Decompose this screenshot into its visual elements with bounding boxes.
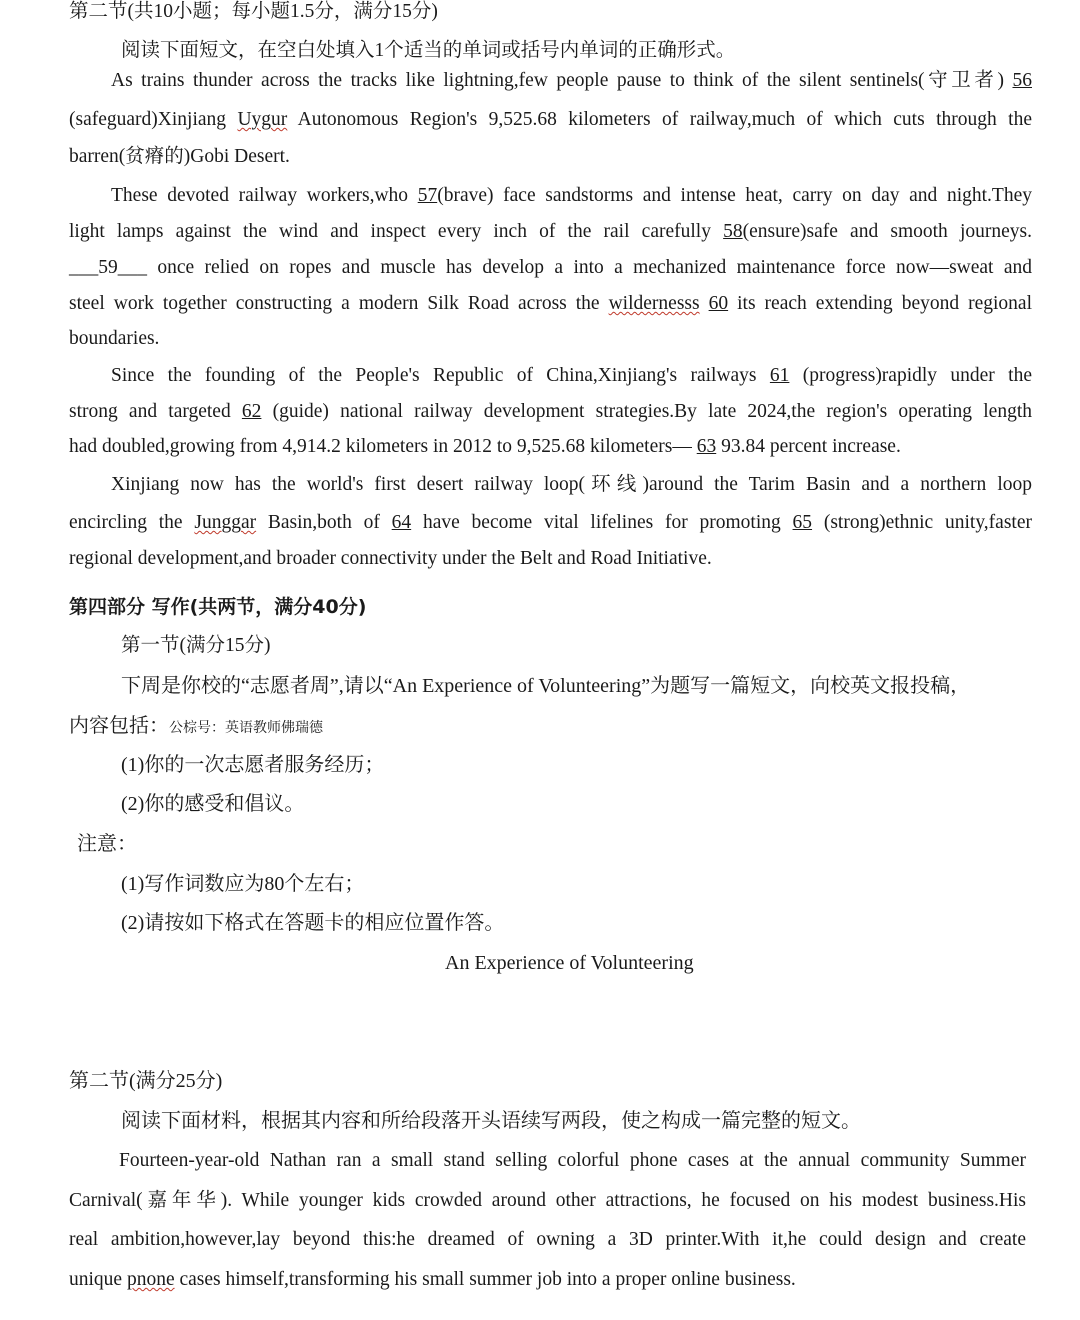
p2-line1 xyxy=(111,184,1032,208)
text: 93.84 percent increase. xyxy=(721,436,901,457)
word-pnone: pnone xyxy=(126,1269,175,1290)
p1-line2 xyxy=(69,108,1032,132)
text: These devoted railway workers,who xyxy=(111,185,409,206)
text: (safeguard)Xinjiang xyxy=(69,109,227,130)
s1-heading: 第一节(满分15分) xyxy=(121,635,271,656)
text: Basin,both of xyxy=(267,512,380,533)
blank-56: 56 xyxy=(1012,70,1032,91)
text: steel work together constructing a modern Silk Road across the xyxy=(69,293,600,314)
blank-58: 58 xyxy=(723,221,743,242)
notice-item1: (1)写作词数应为80个左右； xyxy=(121,873,365,895)
section2-heading: 第二节(共10小题；每小题1.5分，满分15分) xyxy=(69,1,438,22)
story-line1: Fourteen-year-old Nathan ran a small stand selling colorful phone cases at the annual community Summer xyxy=(119,1150,1026,1171)
blank-59: ___59___ xyxy=(69,257,147,278)
story-line2: Carnival(嘉年华). While younger kids crowded around other attractions, he focused on his modest business.His xyxy=(69,1190,1026,1211)
text: (strong)ethnic unity,faster xyxy=(823,512,1032,533)
text: its reach extending beyond regional xyxy=(737,293,1032,314)
p3-line3 xyxy=(69,435,901,459)
text: have become vital lifelines for promoting xyxy=(422,512,781,533)
p2-line4 xyxy=(69,292,1032,316)
blank-65: 65 xyxy=(792,512,813,533)
p3-line1 xyxy=(111,364,1032,388)
notice-item2: (2)请按如下格式在答题卡的相应位置作答。 xyxy=(121,912,505,934)
watermark-note: 公棕号：英语教师佛瑞德 xyxy=(169,720,323,736)
section2-instruction: 阅读下面短文，在空白处填入1个适当的单词或括号内单词的正确形式。 xyxy=(121,40,736,61)
text: (progress)rapidly xyxy=(802,365,938,386)
text: Autonomous Region's 9,525.68 kilometers of railway,much of which cuts through the xyxy=(297,109,1032,130)
notice-heading: 注意： xyxy=(77,833,137,855)
text: had doubled,growing from 4,914.2 kilometers in 2012 to 9,525.68 kilometers— xyxy=(69,436,692,457)
part4-heading: 第四部分 写作(共两节，满分40分) xyxy=(69,596,367,618)
text: (ensure)safe and smooth journeys. xyxy=(742,221,1032,242)
word-wildernesss: wildernesss xyxy=(608,293,700,314)
s2-heading: 第二节(满分25分) xyxy=(69,1070,223,1092)
story-line4 xyxy=(69,1268,796,1292)
s1-item2: (2)你的感受和倡议。 xyxy=(121,793,305,815)
text: encircling the xyxy=(69,512,183,533)
blank-62: 62 xyxy=(241,401,262,422)
text: the xyxy=(1008,365,1032,386)
p2-line5: boundaries. xyxy=(69,328,160,349)
blank-61: 61 xyxy=(769,365,790,386)
s2-instruction: 阅读下面材料，根据其内容和所给段落开头语续写两段，使之构成一篇完整的短文。 xyxy=(121,1110,861,1132)
story-line3: real ambition,however,lay beyond this:he dreamed of owning a 3D printer.With it,he could design and create xyxy=(69,1229,1026,1250)
text: once relied on ropes and muscle has develop a into a mechanized maintenance force now—sweat and xyxy=(157,257,1033,278)
word-uygur: Uygur xyxy=(237,109,288,130)
s1-prompt-line2 xyxy=(69,714,323,740)
text: cases himself,transforming his small summer job into a proper online business. xyxy=(179,1269,796,1290)
p4-line2 xyxy=(69,511,1032,535)
p4-line1: Xinjiang now has the world's first desert railway loop(环线)around the Tarim Basin and a northern loop xyxy=(111,474,1032,495)
s1-prompt-line1: 下周是你校的“志愿者周”,请以“An Experience of Volunteering”为题写一篇短文，向校英文报投稿， xyxy=(121,675,971,697)
text: unique xyxy=(69,1269,123,1290)
text: Since the founding of the People's Republic of China,Xinjiang's railways xyxy=(111,365,757,386)
essay-title: An Experience of Volunteering xyxy=(445,952,694,974)
blank-63: 63 xyxy=(696,436,717,457)
text: strong and targeted xyxy=(69,401,231,422)
p1-line3: barren(贫瘠的)Gobi Desert. xyxy=(69,146,290,167)
text: under xyxy=(950,365,995,386)
p2-line2 xyxy=(69,220,1032,244)
p3-line2 xyxy=(69,400,1032,424)
text: (brave) face sandstorms and intense heat, carry on day and night.They xyxy=(437,185,1032,206)
word-junggar: Junggar xyxy=(194,512,257,533)
text: (guide) national railway development strategies.By late 2024,the region's operating length xyxy=(272,401,1032,422)
p4-line3: regional development,and broader connectivity under the Belt and Road Initiative. xyxy=(69,548,712,569)
text: 内容包括： xyxy=(69,715,169,737)
text: As trains thunder across the tracks like lightning,few people pause to think of the silent sentinels(守卫者) xyxy=(111,70,1004,91)
blank-64: 64 xyxy=(391,512,412,533)
p2-line3 xyxy=(69,256,1032,280)
text: light lamps against the wind and inspect every inch of the rail carefully xyxy=(69,221,711,242)
s1-item1: (1)你的一次志愿者服务经历； xyxy=(121,754,385,776)
p1-line1 xyxy=(111,69,1032,93)
blank-60: 60 xyxy=(708,293,729,314)
blank-57: 57 xyxy=(417,185,438,206)
